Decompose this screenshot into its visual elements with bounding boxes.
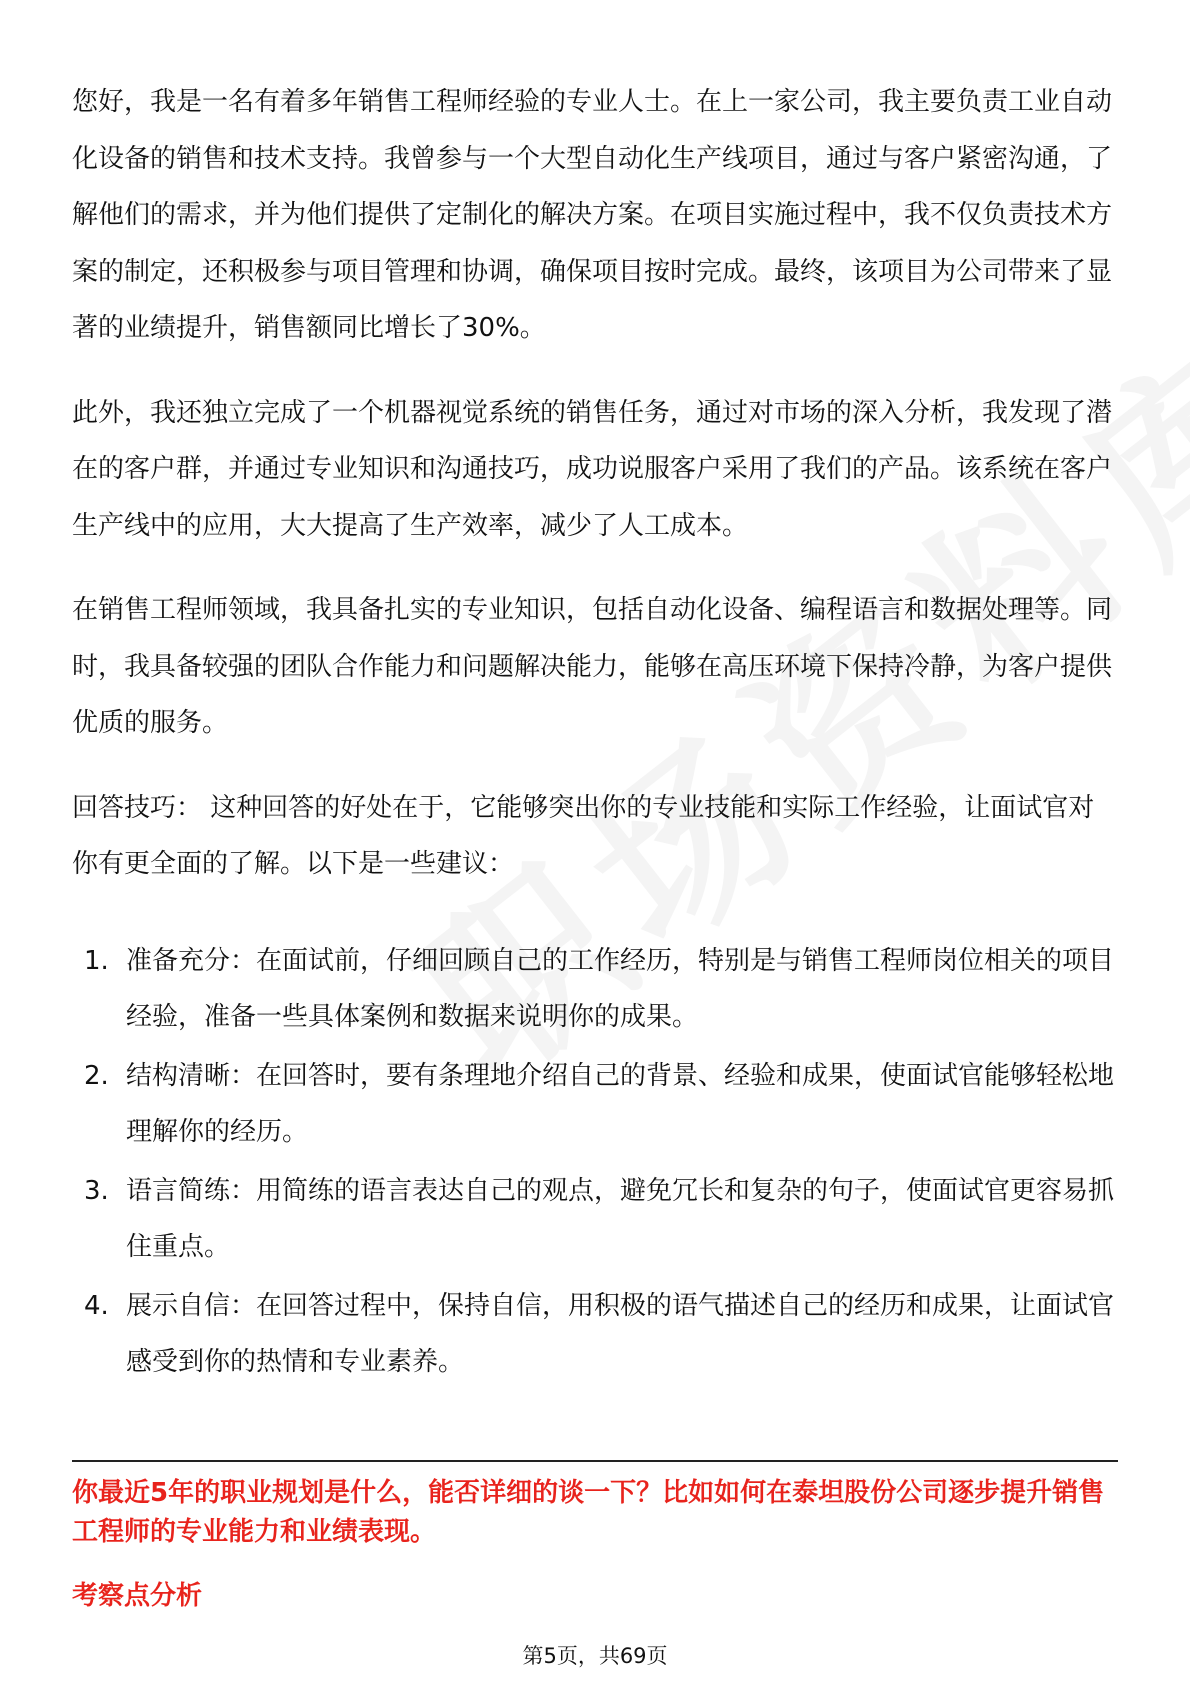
tips-list [72,933,1118,1391]
answer-paragraph-2: 此外，我还独立完成了一个机器视觉系统的销售任务，通过对市场的深入分析，我发现了潜在的客户群，并通过专业知识和沟通技巧，成功说服客户采用了我们的产品。该系统在客户生产线中的应用，大大提高了生产效率，减少了人工成本。 [72,397,1113,541]
list-item-number: 1. [84,945,109,976]
answer-tips-intro: 回答技巧： 这种回答的好处在于，它能够突出你的专业技能和实际工作经验，让面试官对你有更全面的了解。以下是一些建议： [72,792,1095,879]
answer-paragraph-1: 您好，我是一名有着多年销售工程师经验的专业人士。在上一家公司，我主要负责工业自动化设备的销售和技术支持。我曾参与一个大型自动化生产线项目，通过与客户紧密沟通，了解他们的需求，并为他们提供了定制化的解决方案。在项目实施过程中，我不仅负责技术方案的制定，还积极参与项目管理和协调，确保项目按时完成。最终，该项目为公司带来了显著的业绩提升，销售额同比增长了30%。 [72,87,1113,343]
list-item-text: 结构清晰：在回答时，要有条理地介绍自己的背景、经验和成果，使面试官能够轻松地理解你的经历。 [126,1060,1115,1147]
list-item [72,1278,1118,1391]
list-item [72,933,1118,1046]
interview-question: 你最近5年的职业规划是什么，能否详细的谈一下？比如如何在泰坦股份公司逐步提升销售工程师的专业能力和业绩表现。 [72,1478,1105,1547]
list-item [72,1163,1118,1276]
list-item-number: 2. [84,1060,109,1091]
list-item [72,1048,1118,1161]
list-item-number: 3. [84,1175,109,1206]
document-body [72,74,1118,1393]
list-item-text: 展示自信：在回答过程中，保持自信，用积极的语气描述自己的经历和成果，让面试官感受到你的热情和专业素养。 [126,1290,1115,1377]
answer-paragraph-3: 在销售工程师领域，我具备扎实的专业知识，包括自动化设备、编程语言和数据处理等。同时，我具备较强的团队合作能力和问题解决能力，能够在高压环境下保持冷静，为客户提供优质的服务。 [72,595,1113,738]
page-footer: 第5页，共69页 [522,1644,668,1668]
list-item-number: 4. [84,1290,109,1321]
section-title: 考察点分析 [72,1581,203,1611]
section-divider [72,1460,1118,1462]
list-item-text: 准备充分：在面试前，仔细回顾自己的工作经历，特别是与销售工程师岗位相关的项目经验，准备一些具体案例和数据来说明你的成果。 [126,945,1115,1032]
list-item-text: 语言简练：用简练的语言表达自己的观点，避免冗长和复杂的句子，使面试官更容易抓住重点。 [126,1175,1115,1262]
